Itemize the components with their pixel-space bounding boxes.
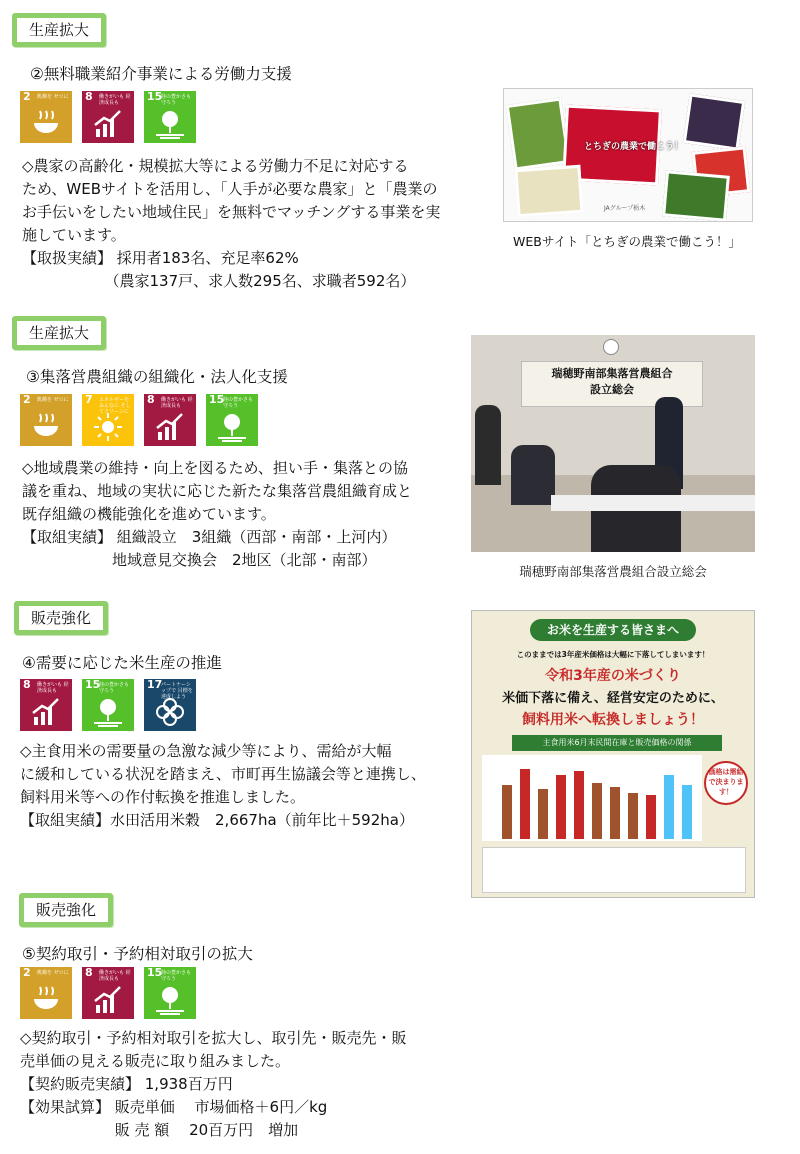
- rice-poster: [471, 610, 755, 898]
- poster-chart-title: 主食用米6月末民間在庫と販売価格の関係: [512, 735, 722, 751]
- sdg-goal-8-icon: [82, 91, 134, 143]
- sdg-caption: 働きがいも 経済成長も: [99, 94, 131, 106]
- poster-bar: [502, 785, 512, 839]
- image-caption: WEBサイト「とちぎの農業で働こう！」: [513, 234, 741, 249]
- poster-line4: 飼料用米へ転換しましょう！: [522, 712, 704, 728]
- poster-stamp: 価格は需給で決まります！: [704, 761, 748, 805]
- sdg-number: 8: [85, 966, 93, 979]
- section-tag: 生産拡大: [12, 316, 106, 350]
- sdg-number: 17: [147, 678, 163, 691]
- person-standing-left: [475, 405, 501, 485]
- sdg-number: 8: [85, 90, 93, 103]
- section-body: ◇契約取引・予約相対取引を拡大し、取引先・販売先・販 売単価の見える販売に取り組みました。 【契約販売実績】 1,938百万円 【効果試算】 販売単価 市場価格＋6円／kg 販 売 額 20百万円 増加: [20, 1029, 407, 1139]
- poster-bar: [664, 775, 674, 839]
- website-title: とちぎの農業で働こう！: [584, 142, 684, 152]
- poster-bar: [682, 785, 692, 839]
- sdg-number: 2: [23, 966, 31, 979]
- sdg-caption: 働きがいも 経済成長も: [161, 397, 193, 409]
- meeting-table: [551, 495, 755, 511]
- sdg-caption: パートナーシップで 目標を達成しよう: [161, 682, 193, 700]
- poster-line2: 令和3年産の米づくり: [545, 668, 681, 684]
- sdg-icon-row: [20, 91, 196, 143]
- poster-bar: [538, 789, 548, 839]
- website-footer: JAグループ栃木: [604, 205, 646, 212]
- sdg-caption: エネルギーをみんなに そしてクリーンに: [99, 397, 131, 415]
- section-body: ◇主食用米の需要量の急激な減少等により、需給が大幅 に緩和している状況を踏まえ、市町再生協議会等と連携し、 飼料用米等への作付転換を推進しました。 【取組実績】水田活用米穀 2,667ha（前年比＋592ha）: [20, 742, 426, 829]
- photo-eggplant: [683, 93, 745, 150]
- poster-bar: [556, 775, 566, 839]
- sdg-icon-row: [20, 679, 196, 731]
- sdg-goal-2-icon: [20, 394, 72, 446]
- banner-line2: 設立総会: [590, 383, 634, 396]
- poster-notes: [482, 847, 746, 893]
- section-body: ◇地域農業の維持・向上を図るため、担い手・集落との協 議を重ね、地域の実状に応じた新たな集落営農組織育成と 既存組織の機能強化を進めています。 【取組実績】 組織設立 3組織（西部・南部・上河内） 地域意見交換会 2地区（北部・南部）: [22, 459, 413, 569]
- sdg-number: 2: [23, 90, 31, 103]
- sdg-caption: 陸の豊かさも 守ろう: [223, 397, 254, 409]
- sdg-number: 7: [85, 393, 93, 406]
- sdg-goal-8-icon: [20, 679, 72, 731]
- meeting-clock: [603, 339, 619, 355]
- sdg-goal-17-icon: [144, 679, 196, 731]
- sdg-icon-row: [20, 394, 258, 446]
- poster-chart: [482, 755, 702, 841]
- section-heading: ③集落営農組織の組織化・法人化支援: [26, 368, 288, 386]
- section-tag: 販売強化: [14, 601, 108, 635]
- sdg-number: 15: [147, 966, 163, 979]
- sdg-goal-7-icon: [82, 394, 134, 446]
- website-screenshot: [503, 88, 753, 222]
- photo-cucumber: [662, 170, 730, 221]
- sdg-caption: 飢餓を ゼロに: [37, 970, 69, 976]
- image-caption: 瑞穂野南部集落営農組合設立総会: [519, 564, 707, 579]
- poster-line3: 米価下落に備え、経営安定のために、: [502, 691, 724, 706]
- sdg-goal-8-icon: [82, 967, 134, 1019]
- poster-bar: [610, 787, 620, 839]
- section-tag: 販売強化: [19, 893, 113, 927]
- sdg-goal-15-icon: [144, 91, 196, 143]
- sdg-goal-2-icon: [20, 967, 72, 1019]
- sdg-goal-8-icon: [144, 394, 196, 446]
- sdg-goal-15-icon: [206, 394, 258, 446]
- poster-bar: [628, 793, 638, 839]
- sdg-caption: 陸の豊かさも 守ろう: [161, 94, 192, 106]
- section-body: ◇農家の高齢化・規模拡大等による労働力不足に対応する ため、WEBサイトを活用し、「人手が必要な農家」と「農業の お手伝いをしたい地域住民」を無料でマッチングする事業を実 施しています。 【取扱実績】 採用者183名、充足率62% （農家137戸、求人数295名、求職者592名）: [22, 157, 441, 290]
- section-heading: ⑤契約取引・予約相対取引の拡大: [22, 945, 253, 963]
- sdg-caption: 陸の豊かさも 守ろう: [161, 970, 192, 982]
- sdg-number: 15: [85, 678, 101, 691]
- section-tag: 生産拡大: [12, 13, 106, 47]
- sdg-caption: 働きがいも 経済成長も: [37, 682, 69, 694]
- poster-header: お米を生産する皆さまへ: [530, 619, 696, 641]
- sdg-goal-15-icon: [144, 967, 196, 1019]
- sdg-number: 8: [23, 678, 31, 691]
- person-seated-1: [511, 445, 555, 505]
- sdg-number: 2: [23, 393, 31, 406]
- photo-strawberry: [506, 97, 571, 170]
- sdg-caption: 陸の豊かさも 守ろう: [99, 682, 130, 694]
- poster-bar: [592, 783, 602, 839]
- section-heading: ④需要に応じた米生産の推進: [22, 654, 222, 672]
- sdg-icon-row: [20, 967, 196, 1019]
- poster-bar: [520, 769, 530, 839]
- banner-line1: 瑞穂野南部集落営農組合: [551, 367, 673, 380]
- sdg-caption: 飢餓を ゼロに: [37, 94, 69, 100]
- section-heading: ②無料職業紹介事業による労働力支援: [30, 65, 292, 83]
- sdg-caption: 飢餓を ゼロに: [37, 397, 69, 403]
- sdg-number: 8: [147, 393, 155, 406]
- meeting-photo: [471, 335, 755, 552]
- sdg-goal-15-icon: [82, 679, 134, 731]
- sdg-goal-2-icon: [20, 91, 72, 143]
- poster-warning: このままでは3年産米価格は大幅に下落してしまいます！: [516, 650, 710, 659]
- poster-bar: [574, 771, 584, 839]
- sdg-number: 15: [147, 90, 163, 103]
- sdg-caption: 働きがいも 経済成長も: [99, 970, 131, 982]
- photo-rice: [514, 165, 583, 217]
- poster-bar: [646, 795, 656, 839]
- sdg-number: 15: [209, 393, 225, 406]
